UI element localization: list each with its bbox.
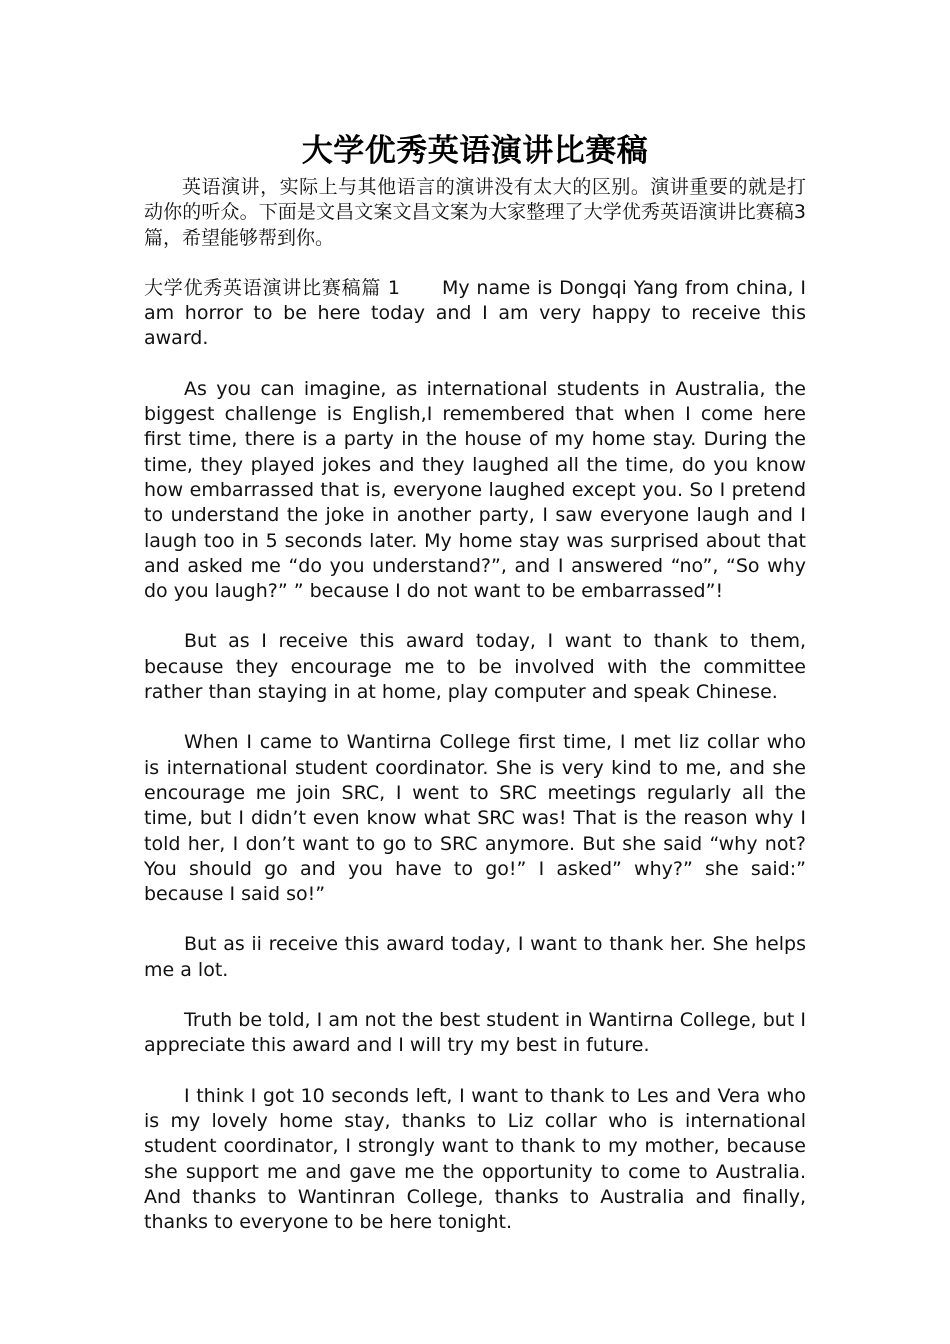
speech-paragraph-6: Truth be told, I am not the best student in Wantirna College, but I appreciate this award and I will try my best in future. <box>144 1009 806 1057</box>
speech-paragraph-3: But as I receive this award today, I want to thank to them, because they encourage me to be involved with the committee rather than staying in at home, play computer and speak Chinese. <box>144 630 806 704</box>
intro-paragraph: 英语演讲，实际上与其他语言的演讲没有太大的区别。演讲重要的就是打动你的听众。下面是文昌文案文昌文案为大家整理了大学优秀英语演讲比赛稿3篇，希望能够帮到你。 <box>144 176 806 249</box>
page-title: 大学优秀英语演讲比赛稿 <box>301 133 649 169</box>
speech-paragraph-5: But as ii receive this award today, I want to thank her. She helps me a lot. <box>144 933 806 981</box>
speech-paragraph-1: My name is Dongqi Yang from china, I am horror to be here today and I am very happy to receive this award. <box>144 276 807 350</box>
section-first-paragraph <box>144 276 806 352</box>
speech-paragraph-2: As you can imagine, as international students in Australia, the biggest challenge is English,I remembered that when I come here first time, there is a party in the house of my home stay. During the time, they played jokes and they laughed all the time, do you know how embarrassed that is, everyone laughed except you. So I pretend to understand the joke in another party, I saw everyone laugh and I laugh too in 5 seconds later. My home stay was surprised about that and asked me “do you understand?”, and I answered “no”, “So why do you laugh?” ” because I do not want to be embarrassed”! <box>144 377 806 603</box>
document-body <box>144 130 806 1235</box>
speech-paragraph-7: I think I got 10 seconds left, I want to thank to Les and Vera who is my lovely home stay, thanks to Liz collar who is international student coordinator, I strongly want to thank to my mother, because she support me and gave me the opportunity to come to Australia. And thanks to Wantinran College, thanks to Australia and finally, thanks to everyone to be here tonight. <box>144 1084 806 1234</box>
section-heading: 大学优秀英语演讲比赛稿篇 1 <box>144 276 400 299</box>
speech-paragraph-4: When I came to Wantirna College first time, I met liz collar who is international student coordinator. She is very kind to me, and she encourage me join SRC, I went to SRC meetings regularly all the time, but I didn’t even know what SRC was! That is the reason why I told her, I don’t want to go to SRC anymore. But she said “why not? You should go and you have to go!” I asked” why?” she said:” because I said so!” <box>144 731 806 906</box>
